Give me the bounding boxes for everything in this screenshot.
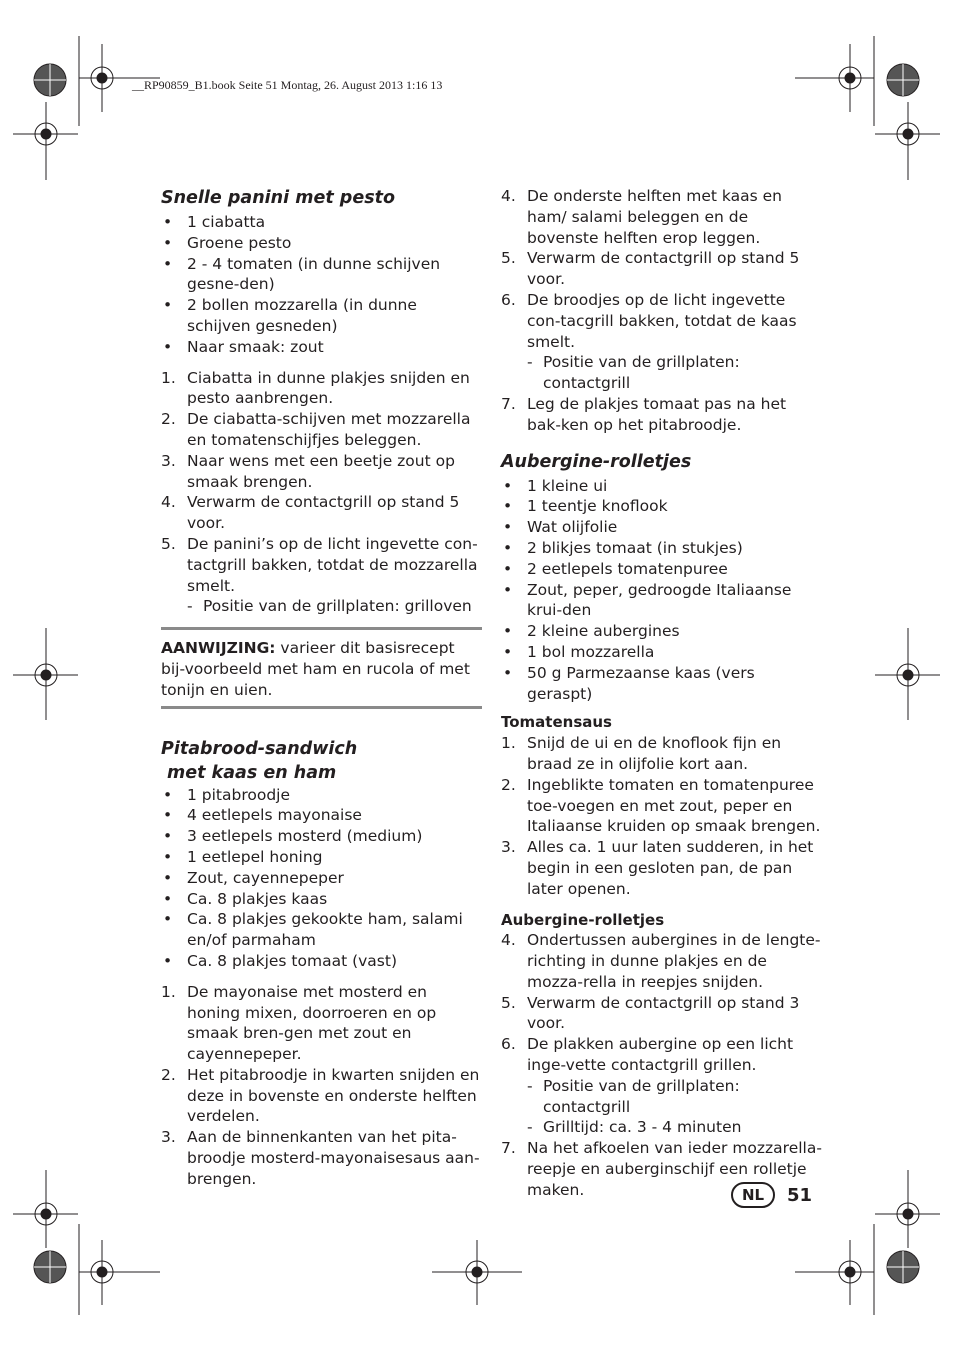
list-item: • 1 pitabroodje xyxy=(161,785,482,806)
list-item: 4. Ondertussen aubergines in de lengte-richting in dunne plakjes en de mozza-rella in reepjes snijden. xyxy=(501,931,821,991)
list-item: • Ca. 8 plakjes kaas xyxy=(161,889,482,910)
list-item: 7. Leg de plakjes tomaat pas na het bak-ken op het pitabroodje. xyxy=(501,394,787,434)
list-item: • 2 bollen mozzarella (in dunne schijven gesneden) xyxy=(161,295,482,337)
list-item: 4. Verwarm de contactgrill op stand 5 voor. xyxy=(161,493,460,533)
list-item: • 4 eetlepels mayonaise xyxy=(161,805,482,826)
sub-step: - Positie van de grillplaten: contactgrill xyxy=(527,352,823,394)
list-item: • Zout, cayennepeper xyxy=(161,868,482,889)
list-item: • Ca. 8 plakjes tomaat (vast) xyxy=(161,951,482,972)
step-list-pitabrood-continued xyxy=(501,186,823,436)
list-item: 4. De onderste helften met kaas en ham/ salami beleggen en de bovenste helften erop leggen. xyxy=(501,187,782,247)
list-item: • Wat olijfolie xyxy=(501,517,823,538)
list-item: • Ca. 8 plakjes gekookte ham, salami en/of parmaham xyxy=(161,909,482,951)
step-list-panini xyxy=(161,368,482,618)
page-footer xyxy=(731,1182,812,1208)
recipe-title-pitabrood: Pitabrood-sandwich met kaas en ham xyxy=(161,738,358,783)
list-item: • 1 bol mozzarella xyxy=(501,642,823,663)
language-badge: NL xyxy=(731,1182,775,1208)
list-item: 2. Ingeblikte tomaten en tomatenpuree toe-voegen en met zout, peper en Italiaanse kruiden op smaak brengen. xyxy=(501,775,821,836)
list-item: • 2 kleine aubergines xyxy=(501,621,823,642)
right-column xyxy=(501,186,823,1201)
page-number: 51 xyxy=(787,1184,813,1206)
list-item: • 1 kleine ui xyxy=(501,476,823,497)
list-item: • Naar smaak: zout xyxy=(161,337,482,358)
note-box xyxy=(161,627,482,708)
list-item: 3. Aan de binnenkanten van het pita-broodje mosterd-mayonaisesaus aan-brengen. xyxy=(161,1128,480,1188)
ingredient-list-panini xyxy=(161,212,482,358)
list-item: 2. De ciabatta-schijven met mozzarella en tomatenschijfjes beleggen. xyxy=(161,410,471,449)
list-item: • 50 g Parmezaanse kaas (vers geraspt) xyxy=(501,663,823,705)
list-item: 5. De panini’s op de licht ingevette con-tactgrill bakken, totdat de mozzarella smelt. - Positie van de grillplaten: grilloven xyxy=(161,534,482,617)
list-item: 3. Alles ca. 1 uur laten sudderen, in het begin in een gesloten pan, de pan later openen. xyxy=(501,838,814,898)
list-item: 2. Het pitabroodje in kwarten snijden en deze in bovenste en onderste helften verdelen. xyxy=(161,1065,480,1126)
sub-step: - Positie van de grillplaten: grilloven xyxy=(187,596,482,617)
list-item: 5. Verwarm de contactgrill op stand 3 voor. xyxy=(501,993,800,1033)
list-item: 5. Verwarm de contactgrill op stand 5 voor. xyxy=(501,249,800,289)
sub-step: - Grilltijd: ca. 3 - 4 minuten xyxy=(527,1117,823,1138)
recipe-title-panini: Snelle panini met pesto xyxy=(161,188,395,208)
step-list-pitabrood xyxy=(161,982,482,1190)
list-item: • 1 ciabatta xyxy=(161,212,482,233)
print-header: __RP90859_B1.book Seite 51 Montag, 26. August 2013 1:16 13 xyxy=(132,78,443,92)
list-item: 7. Na het afkoelen van ieder mozzarella-reepje en auberginschijf een rolletje maken. xyxy=(501,1139,822,1199)
section-heading-tomatensaus: Tomatensaus xyxy=(501,713,612,732)
list-item: • 2 blikjes tomaat (in stukjes) xyxy=(501,538,823,559)
list-item: 1. Snijd de ui en de knoflook fijn en braad ze in olijfolie kort aan. xyxy=(501,734,782,773)
sub-step: - Positie van de grillplaten: contactgrill xyxy=(527,1076,823,1118)
list-item: 1. Ciabatta in dunne plakjes snijden en pesto aanbrengen. xyxy=(161,368,470,408)
note-text: varieer dit basisrecept bij-voorbeeld met ham en rucola of met tonijn en uien. xyxy=(161,639,470,699)
note-label: AANWIJZING: xyxy=(161,639,276,658)
left-column xyxy=(161,186,482,1190)
recipe-title-aubergine: Aubergine-rolletjes xyxy=(501,451,692,472)
list-item: • 2 - 4 tomaten (in dunne schijven gesne-den) xyxy=(161,254,482,296)
list-item: • Zout, peper, gedroogde Italiaanse krui-den xyxy=(501,580,823,622)
list-item: 3. Naar wens met een beetje zout op smaak brengen. xyxy=(161,451,455,491)
list-item: • 3 eetlepels mosterd (medium) xyxy=(161,826,482,847)
list-item: • 2 eetlepels tomatenpuree xyxy=(501,559,823,580)
ingredient-list-aubergine xyxy=(501,476,823,705)
list-item: • Groene pesto xyxy=(161,233,482,254)
list-item: 6. De broodjes op de licht ingevette con-tacgrill bakken, totdat de kaas smelt. - Positie van de grillplaten: contactgrill xyxy=(501,290,823,394)
ingredient-list-pitabrood xyxy=(161,785,482,972)
list-item: • 1 teentje knoflook xyxy=(501,496,823,517)
section-heading-aubergine-rolletjes: Aubergine-rolletjes xyxy=(501,910,665,929)
list-item: • 1 eetlepel honing xyxy=(161,847,482,868)
step-list-aubergine-rolletjes xyxy=(501,930,823,1200)
list-item: 6. De plakken aubergine op een licht inge-vette contactgrill grillen. - Positie van de grillplaten: contactgrill - Grilltijd: ca. 3 - 4 minuten xyxy=(501,1034,823,1138)
step-list-tomatensaus xyxy=(501,733,823,899)
list-item: 1. De mayonaise met mosterd en honing mixen, doorroeren en op smaak bren-gen met zout en cayennepeper. xyxy=(161,982,437,1064)
